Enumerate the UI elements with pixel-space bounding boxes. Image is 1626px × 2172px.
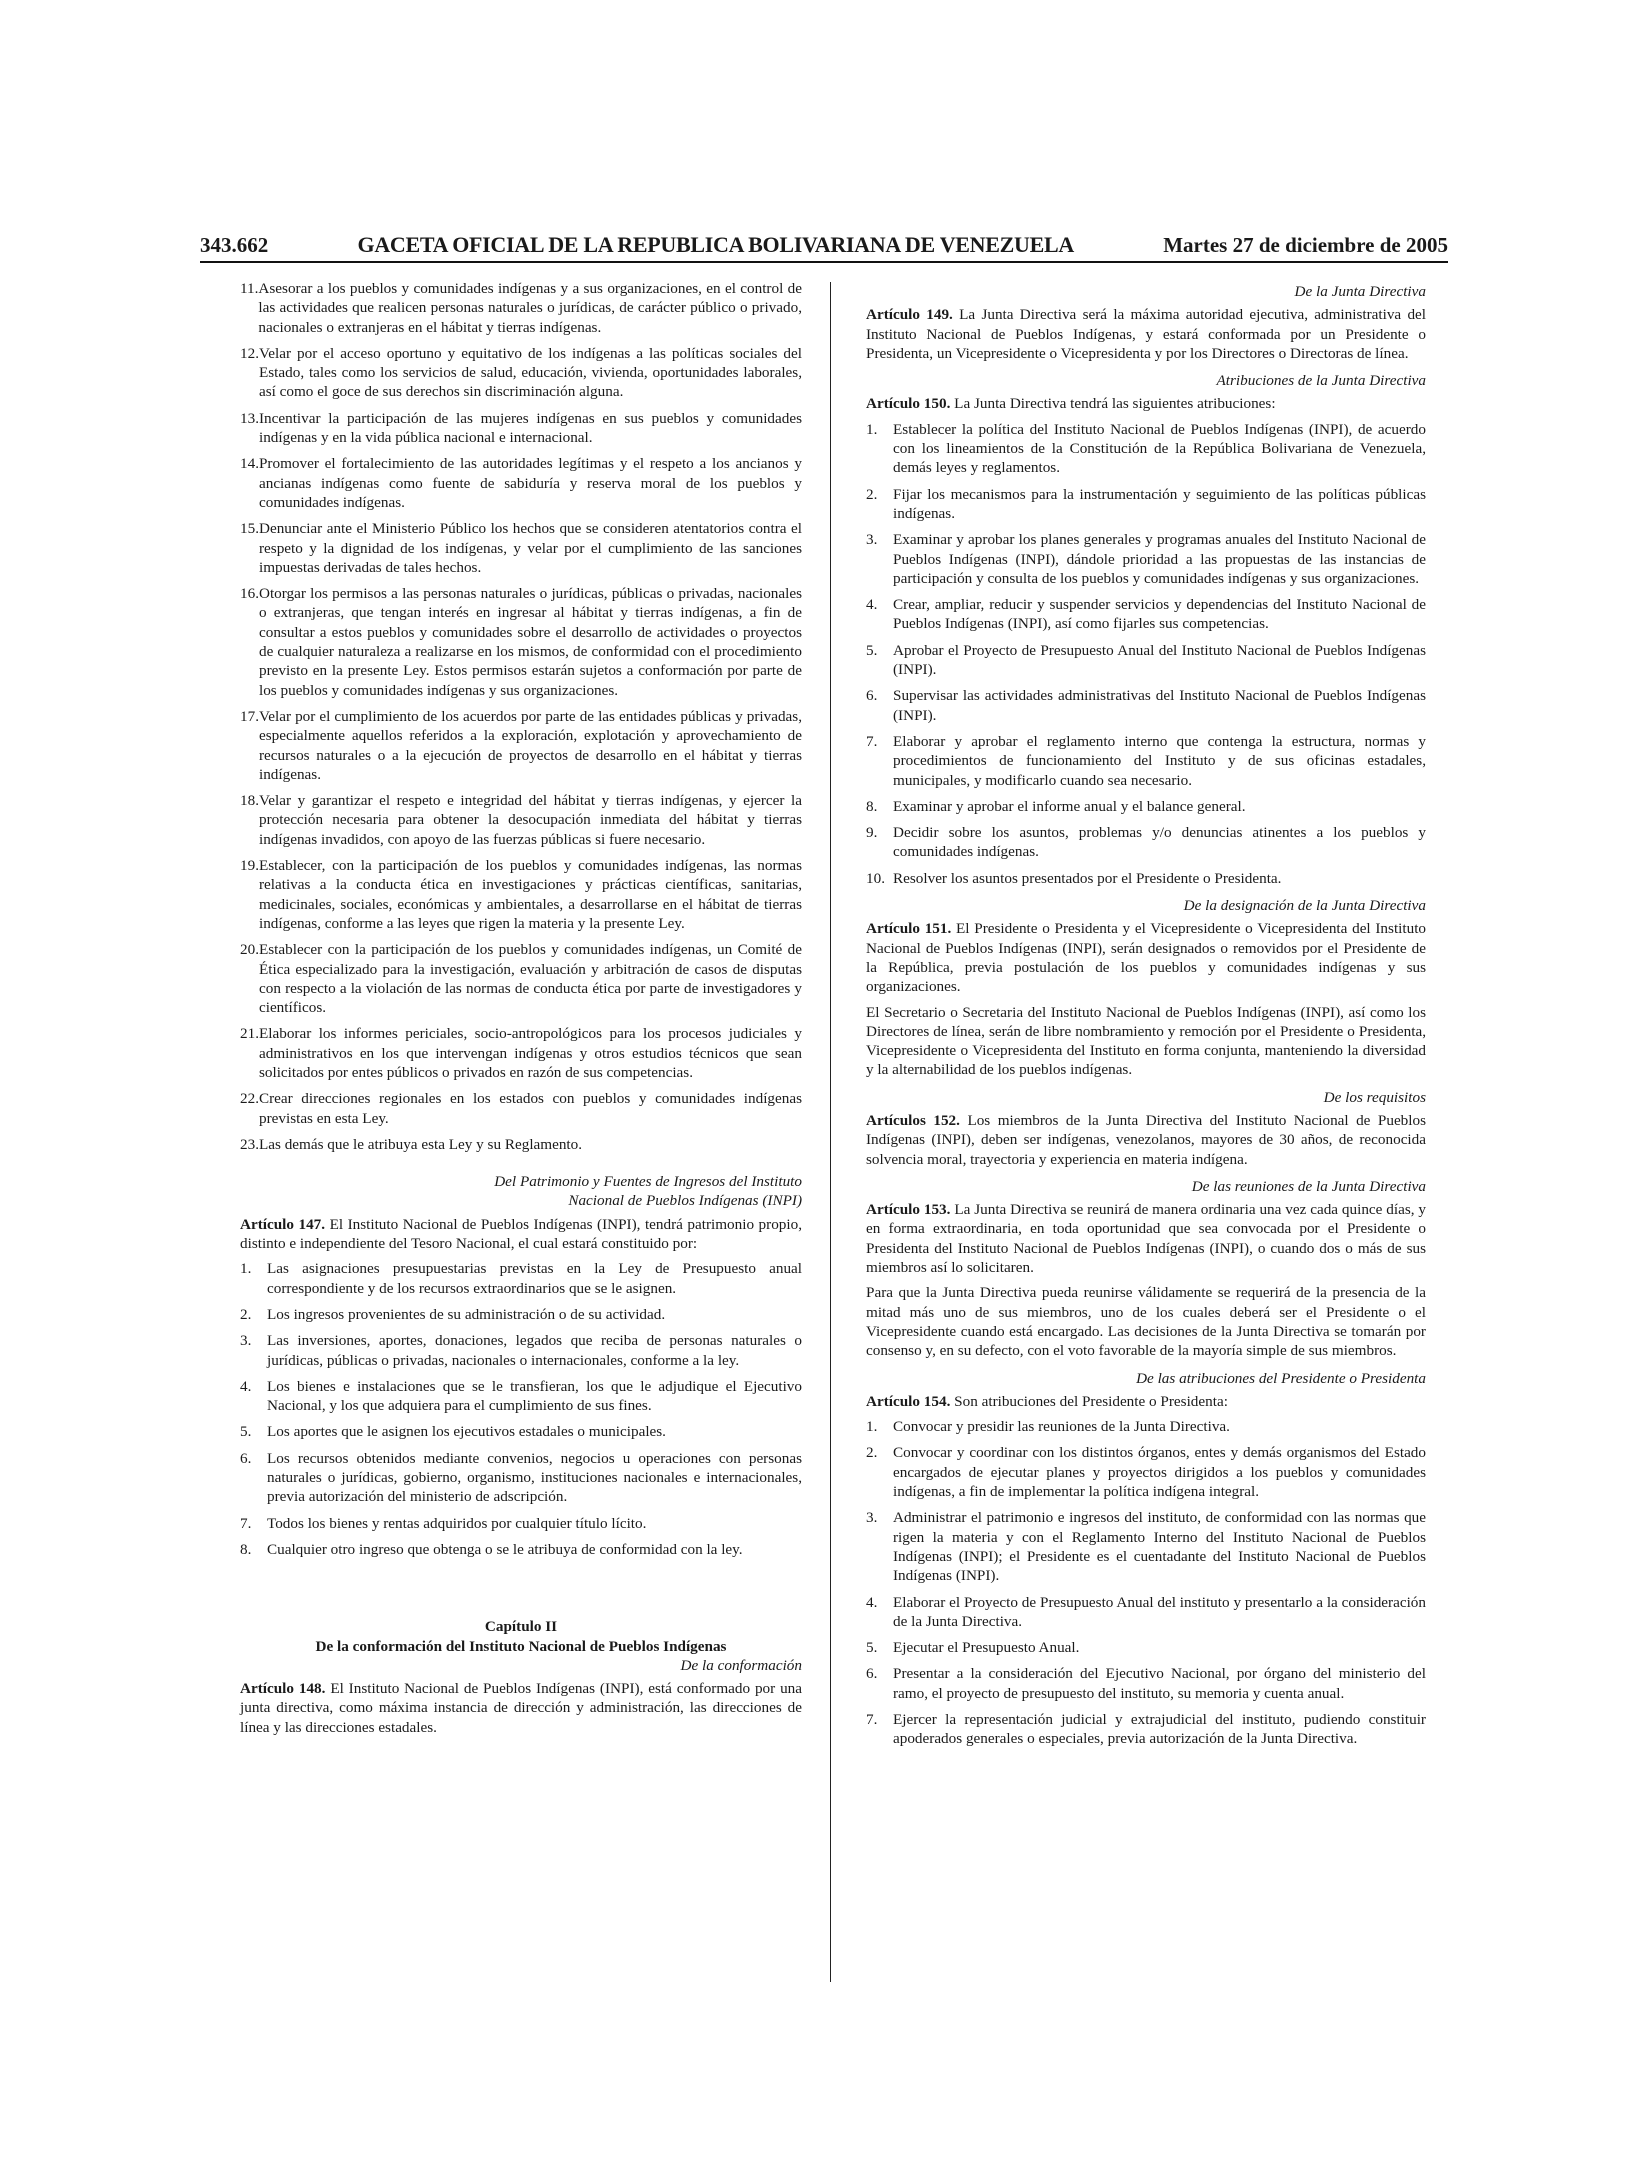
- list-item-text: Los aportes que le asignen los ejecutivos estadales o municipales.: [267, 1423, 666, 1441]
- list-item-number: 3.: [866, 1509, 878, 1527]
- list-item-number: 1.: [866, 420, 878, 438]
- list-item: [240, 1089, 802, 1128]
- list-item: [240, 1024, 802, 1082]
- header-rule: [200, 261, 1448, 263]
- list-item-text: Examinar y aprobar el informe anual y el balance general.: [893, 797, 1246, 815]
- list-item-number: 8.: [866, 797, 878, 815]
- section-heading-line: Del Patrimonio y Fuentes de Ingresos del Instituto: [494, 1173, 802, 1191]
- list-item: [240, 856, 802, 933]
- list-item-text: Denunciar ante el Ministerio Público los hechos que se consideren atentatorios contra el respeto y la dignidad de los indígenas, y velar por el cumplimiento de las sanciones impuestas derivadas de tales hechos.: [258, 520, 802, 576]
- list-item-text: Supervisar las actividades administrativas del Instituto Nacional de Pueblos Indígenas (INPI).: [893, 687, 1426, 724]
- list-item: [240, 1514, 802, 1533]
- gazette-title: GACETA OFICIAL DE LA REPUBLICA BOLIVARIANA DE VENEZUELA: [357, 232, 1074, 257]
- list-item-text: Elaborar y aprobar el reglamento interno que contenga la estructura, normas y procedimientos de funcionamiento del Instituto y de sus oficinas estadales, municipales, y modificarlo cuando sea necesario.: [893, 732, 1426, 789]
- list-item: [866, 1664, 1426, 1703]
- article-148: [240, 1679, 802, 1737]
- list-item: [866, 530, 1426, 588]
- list-item: [866, 797, 1426, 816]
- list-item-text: Las asignaciones presupuestarias previstas en la Ley de Presupuesto anual correspondiente y de los recursos extraordinarios que se le asignen.: [267, 1260, 802, 1297]
- page-number: 343.662: [200, 233, 269, 257]
- article-text: Son atribuciones del Presidente o Presidenta:: [954, 1392, 1228, 1410]
- list-item: [240, 1540, 802, 1559]
- list-item-text: Crear, ampliar, reducir y suspender servicios y dependencias del Instituto Nacional de Pueblos Indígenas (INPI), así como fijarles sus competencias.: [893, 596, 1426, 633]
- list-item-number: 6.: [240, 1449, 252, 1467]
- list-item: [240, 279, 802, 337]
- article-151: [866, 919, 1426, 996]
- section-heading-requisitos: De los requisitos: [1323, 1088, 1426, 1106]
- list-item: [240, 940, 802, 1017]
- list-item-number: 7.: [866, 1711, 878, 1728]
- list-item-text: Las demás que le atribuya esta Ley y su Reglamento.: [258, 1135, 583, 1153]
- list-item: [866, 1443, 1426, 1501]
- list-item-number: 9.: [866, 824, 878, 842]
- list-item: [866, 869, 1426, 888]
- list-item: [240, 1331, 802, 1370]
- patrimonio-list: [240, 1259, 802, 1559]
- article-label: Artículo 154.: [866, 1392, 951, 1410]
- article-150: [866, 394, 1426, 413]
- list-item-number: 14.: [240, 455, 259, 473]
- section-heading-conformacion: De la conformación: [680, 1656, 802, 1674]
- list-item-number: 20.: [240, 941, 259, 959]
- list-item: [866, 595, 1426, 634]
- article-label: Artículo 153.: [866, 1201, 951, 1219]
- list-item: [866, 686, 1426, 725]
- list-item: [866, 1593, 1426, 1632]
- list-item-text: Aprobar el Proyecto de Presupuesto Anual del Instituto Nacional de Pueblos Indígenas (INPI).: [893, 641, 1426, 679]
- list-item: [866, 1508, 1426, 1585]
- article-153-paragraph: Para que la Junta Directiva pueda reunirse válidamente se requerirá de la presencia de la mitad más uno de sus miembros, uno de los cuales deberá ser el Presidente o el Vicepresidente cuando está encargado. Las decisiones de la Junta Directiva se tomarán por consenso y, en su defecto, con el voto favorable de la mayoría simple de sus miembros.: [866, 1284, 1426, 1360]
- article-text: El Instituto Nacional de Pueblos Indígenas (INPI), tendrá patrimonio propio, distinto e independiente del Tesoro Nacional, el cual estará constituido por:: [240, 1215, 803, 1253]
- list-item: [240, 344, 802, 402]
- list-item: [240, 1422, 802, 1441]
- list-item: [866, 1710, 1426, 1749]
- list-item-number: 7.: [240, 1514, 252, 1532]
- section-heading-patrimonio: [240, 1172, 802, 1211]
- article-147: [240, 1215, 802, 1254]
- list-item: [240, 1449, 802, 1507]
- article-text: La Junta Directiva tendrá las siguientes atribuciones:: [954, 395, 1276, 413]
- list-item-text: Elaborar los informes periciales, socio-antropológicos para los procesos judiciales y administrativos en los que intervengan indígenas y otros estudios técnicos que sean solicitados por entes públicos o privados en razón de sus competencias.: [258, 1025, 802, 1081]
- list-item-text: Velar por el cumplimiento de los acuerdos por parte de las entidades públicas y privadas, especialmente aquellos referidos a la exploración, explotación y aprovechamiento de recursos naturales o a la ejecución de proyectos de desarrollo en el hábitat y tierras indígenas.: [258, 707, 802, 783]
- list-item-number: 3.: [240, 1332, 252, 1350]
- list-item-text: Las inversiones, aportes, donaciones, legados que reciba de personas naturales o jurídicas, públicas o privadas, nacionales o internacionales, conforme a la ley.: [267, 1332, 802, 1369]
- list-item-number: 13.: [240, 409, 259, 427]
- list-item-number: 21.: [240, 1025, 259, 1043]
- section-heading-line: Nacional de Pueblos Indígenas (INPI): [568, 1192, 802, 1210]
- article-153: [866, 1200, 1426, 1277]
- list-item: [866, 485, 1426, 524]
- list-item: [866, 823, 1426, 862]
- list-item-number: 15.: [240, 520, 259, 538]
- list-item-text: Convocar y coordinar con los distintos órganos, entes y demás organismos del Estado encargados de ejecutar planes y proyectos dirigidos a los pueblos y comunidades indígenas, a fin de implementar la política indígena integral.: [893, 1444, 1426, 1501]
- list-item: [240, 454, 802, 512]
- list-item: [866, 1417, 1426, 1436]
- list-item-number: 11.: [240, 280, 259, 297]
- column-divider: [830, 282, 831, 1982]
- list-item-number: 3.: [866, 531, 878, 549]
- list-item-text: Administrar el patrimonio e ingresos del instituto, de conformidad con las normas que rigen la materia y con el Reglamento Interno del Instituto Nacional de Pueblos Indígenas (INPI); el Presidente es el cuentadante del Instituto Nacional de Pueblos Indígenas (INPI).: [893, 1509, 1426, 1585]
- list-item-text: Incentivar la participación de las mujeres indígenas en sus pueblos y comunidades indígenas y en la vida pública nacional e internacional.: [258, 409, 802, 447]
- list-item-text: Fijar los mecanismos para la instrumentación y seguimiento de las políticas públicas indígenas.: [893, 485, 1426, 522]
- atribuciones-list: [866, 420, 1426, 888]
- list-item-text: Resolver los asuntos presentados por el Presidente o Presidenta.: [893, 869, 1282, 887]
- list-item-text: Asesorar a los pueblos y comunidades indígenas y a sus organizaciones, en el control de las actividades que realicen personas naturales o jurídicas, de carácter público o privado, nacionales o extranjeras en el hábitat y tierras indígenas.: [258, 280, 802, 336]
- article-label: Artículos 152.: [866, 1111, 960, 1129]
- list-item-number: 5.: [866, 1639, 878, 1657]
- section-heading-junta: De la Junta Directiva: [1294, 283, 1426, 300]
- list-item: [240, 1135, 802, 1154]
- list-item-text: Establecer, con la participación de los pueblos y comunidades indígenas, las normas relativas a la conducta ética en investigaciones y prácticas científicas, sanitarias, medicinales, sociales, económicas y ambientales, a desarrollarse en el hábitat de tierras indígenas, conforme a las leyes que rigen la materia y la presente Ley.: [258, 857, 802, 932]
- list-item-number: 1.: [240, 1260, 252, 1278]
- article-label: Artículo 151.: [866, 920, 952, 938]
- list-item-text: Examinar y aprobar los planes generales y programas anuales del Instituto Nacional de Pueblos Indígenas (INPI), dándole prioridad a las propuestas de las instancias de participación y consulta de los pueblos y comunidades indígenas y sus organizaciones.: [893, 531, 1426, 587]
- list-item-number: 2.: [866, 485, 878, 503]
- list-item-number: 10.: [866, 869, 885, 887]
- list-item: [866, 420, 1426, 478]
- list-item-text: Ejecutar el Presupuesto Anual.: [893, 1639, 1080, 1657]
- list-item-number: 2.: [240, 1305, 252, 1323]
- section-heading-reuniones: De las reuniones de la Junta Directiva: [1191, 1177, 1426, 1195]
- article-154: [866, 1392, 1426, 1411]
- article-text: El Presidente o Presidenta y el Vicepresidente o Vicepresidenta del Instituto Nacional de Pueblos Indígenas (INPI), serán designados o removidos por el Presidente de la República, previa postulación de los pueblos y comunidades indígenas y sus organizaciones.: [866, 920, 1427, 996]
- list-item: [240, 519, 802, 577]
- article-text: Los miembros de la Junta Directiva del Instituto Nacional de Pueblos Indígenas (INPI), deben ser indígenas, venezolanos, mayores de 30 años, de reconocida solvencia moral, trayectoria y experiencia en materia indígena.: [866, 1111, 1427, 1168]
- list-item-number: 8.: [240, 1540, 252, 1558]
- section-heading-designacion: De la designación de la Junta Directiva: [1183, 897, 1426, 915]
- list-item-text: Todos los bienes y rentas adquiridos por cualquier título lícito.: [267, 1514, 647, 1532]
- list-item-number: 12.: [240, 344, 259, 362]
- list-item-text: Cualquier otro ingreso que obtenga o se le atribuya de conformidad con la ley.: [267, 1540, 743, 1558]
- list-item: [240, 1377, 802, 1416]
- list-item-number: 23.: [240, 1135, 259, 1153]
- list-item: [240, 1305, 802, 1324]
- list-item-text: Promover el fortalecimiento de las autoridades legítimas y el respeto a los ancianos y ancianas indígenas como fuente de sabiduría y reserva moral de los pueblos y comunidades indígenas.: [258, 455, 802, 511]
- list-item-text: Establecer con la participación de los pueblos y comunidades indígenas, un Comité de Ética especializado para la investigación, evaluación y arbitración de casos de disputas con respecto a la violación de las normas de conducta ética por parte de investigadores y científicos.: [258, 941, 802, 1017]
- left-column: [240, 279, 802, 1743]
- list-item-text: Convocar y presidir las reuniones de la Junta Directiva.: [893, 1418, 1230, 1436]
- list-item-number: 17.: [240, 707, 259, 725]
- list-item-number: 18.: [240, 792, 259, 810]
- chapter-heading: Capítulo II: [484, 1618, 558, 1636]
- article-152: [866, 1111, 1426, 1169]
- list-item-text: Presentar a la consideración del Ejecutivo Nacional, por órgano del ministerio del ramo, el proyecto de presupuesto del instituto, su memoria y cuenta anual.: [893, 1665, 1426, 1702]
- article-151-paragraph: El Secretario o Secretaria del Instituto Nacional de Pueblos Indígenas (INPI), así como los Directores de línea, serán de libre nombramiento y remoción por el Presidente o Presidenta, Vicepresidente o Vicepresidenta del Instituto en forma conjunta, manteniendo la diversidad y la alternabilidad de los pueblos indígenas.: [866, 1003, 1426, 1079]
- section-heading-atrib-presidente: De las atribuciones del Presidente o Presidenta: [1136, 1369, 1426, 1387]
- list-item: [240, 1259, 802, 1298]
- list-item: [240, 791, 802, 849]
- list-item-number: 2.: [866, 1444, 878, 1462]
- list-item: [866, 641, 1426, 680]
- list-item-number: 6.: [866, 687, 878, 705]
- list-item-text: Ejercer la representación judicial y extrajudicial del instituto, pudiendo constituir apoderados generales o especiales, previa autorización de la Junta Directiva.: [893, 1711, 1426, 1748]
- list-item-number: 5.: [240, 1423, 252, 1441]
- list-item-text: Establecer la política del Instituto Nacional de Pueblos Indígenas (INPI), de acuerdo con los lineamientos de la Constitución de la República Bolivariana de Venezuela, demás leyes y reglamentos.: [893, 420, 1426, 477]
- list-item-number: 22.: [240, 1090, 259, 1108]
- list-item-text: Velar y garantizar el respeto e integridad del hábitat y tierras indígenas, y ejercer la protección necesaria para obtener la desocupación inmediata del hábitat y tierras indígenas invadidos, con apoyo de las fuerzas públicas si fuere necesario.: [258, 792, 802, 848]
- list-item-text: Otorgar los permisos a las personas naturales o jurídicas, públicas o privadas, nacionales o extranjeras, que tengan interés en ingresar al hábitat y tierras indígenas, a fin de consultar a estos pueblos y comunidades sobre el desarrollo de actividades o proyectos de cualquier naturaleza a realizarse en los mismos, de conformidad con el procedimiento previsto en la presente Ley. Estos permisos estarán sujetos a conformación por parte de los pueblos y comunidades indígenas y sus organizaciones.: [258, 585, 802, 699]
- list-item-number: 1.: [866, 1418, 878, 1436]
- article-text: La Junta Directiva será la máxima autoridad ejecutiva, administrativa del Instituto Nacional de Pueblos Indígenas, y estará conformada por un Presidente o Presidenta, un Vicepresidente o Vicepresidenta y por los Directores o Directoras de línea.: [866, 306, 1427, 362]
- list-item-text: Los recursos obtenidos mediante convenios, negocios u operaciones con personas naturales o jurídicas, gobierno, organismo, instituciones nacionales e internacionales, previa autorización del ministerio de adscripción.: [267, 1449, 802, 1506]
- list-item-number: 16.: [240, 585, 259, 603]
- article-text: La Junta Directiva se reunirá de manera ordinaria una vez cada quince días, y en forma extraordinaria, en toda oportunidad que sea convocada por el Presidente o Presidenta del Instituto Nacional de Pueblos Indígenas (INPI), o cuando dos o más de sus miembros así lo solicitaren.: [866, 1201, 1427, 1277]
- list-item-number: 19.: [240, 857, 259, 875]
- list-item-text: Decidir sobre los asuntos, problemas y/o denuncias atinentes a los pueblos y comunidades indígenas.: [893, 824, 1426, 861]
- list-item-text: Velar por el acceso oportuno y equitativo de los indígenas a las políticas sociales del Estado, tales como los servicios de salud, educación, vivienda, oportunidades laborales, así como el goce de sus derechos sin discriminación alguna.: [258, 344, 802, 401]
- article-label: Artículo 150.: [866, 395, 951, 413]
- article-149: [866, 305, 1426, 363]
- article-label: Artículo 149.: [866, 306, 953, 324]
- article-label: Artículo 148.: [240, 1680, 326, 1698]
- list-item-number: 4.: [866, 1593, 878, 1611]
- issue-date: Martes 27 de diciembre de 2005: [1163, 233, 1448, 257]
- section-heading-atribuciones: Atribuciones de la Junta Directiva: [1216, 372, 1426, 390]
- list-item: [866, 1638, 1426, 1657]
- list-item: [240, 707, 802, 784]
- list-item-number: 4.: [866, 596, 878, 614]
- list-item-number: 6.: [866, 1665, 878, 1683]
- right-column: [866, 282, 1426, 1756]
- list-item-text: Los ingresos provenientes de su administración o de su actividad.: [267, 1305, 666, 1323]
- page-header: [200, 228, 1448, 258]
- list-item: [240, 584, 802, 700]
- list-item-number: 5.: [866, 641, 878, 659]
- list-item: [866, 732, 1426, 790]
- list-item-text: Elaborar el Proyecto de Presupuesto Anual del instituto y presentarlo a la consideración de la Junta Directiva.: [893, 1593, 1426, 1630]
- competencias-list: [240, 279, 802, 1154]
- article-text: El Instituto Nacional de Pueblos Indígenas (INPI), está conformado por una junta directiva, como máxima instancia de dirección y administración, las direcciones de línea y las direcciones estadales.: [240, 1680, 802, 1736]
- atribuciones-presidente-list: [866, 1417, 1426, 1748]
- list-item-number: 7.: [866, 732, 878, 750]
- list-item-number: 4.: [240, 1377, 252, 1395]
- list-item-text: Crear direcciones regionales en los estados con pueblos y comunidades indígenas previstas en esta Ley.: [258, 1090, 802, 1127]
- article-label: Artículo 147.: [240, 1215, 326, 1233]
- list-item-text: Los bienes e instalaciones que se le transfieran, los que le adjudique el Ejecutivo Nacional, y los que adquiera para el cumplimiento de sus fines.: [267, 1377, 802, 1415]
- chapter-title: De la conformación del Instituto Nacional de Pueblos Indígenas: [315, 1637, 727, 1655]
- list-item: [240, 409, 802, 448]
